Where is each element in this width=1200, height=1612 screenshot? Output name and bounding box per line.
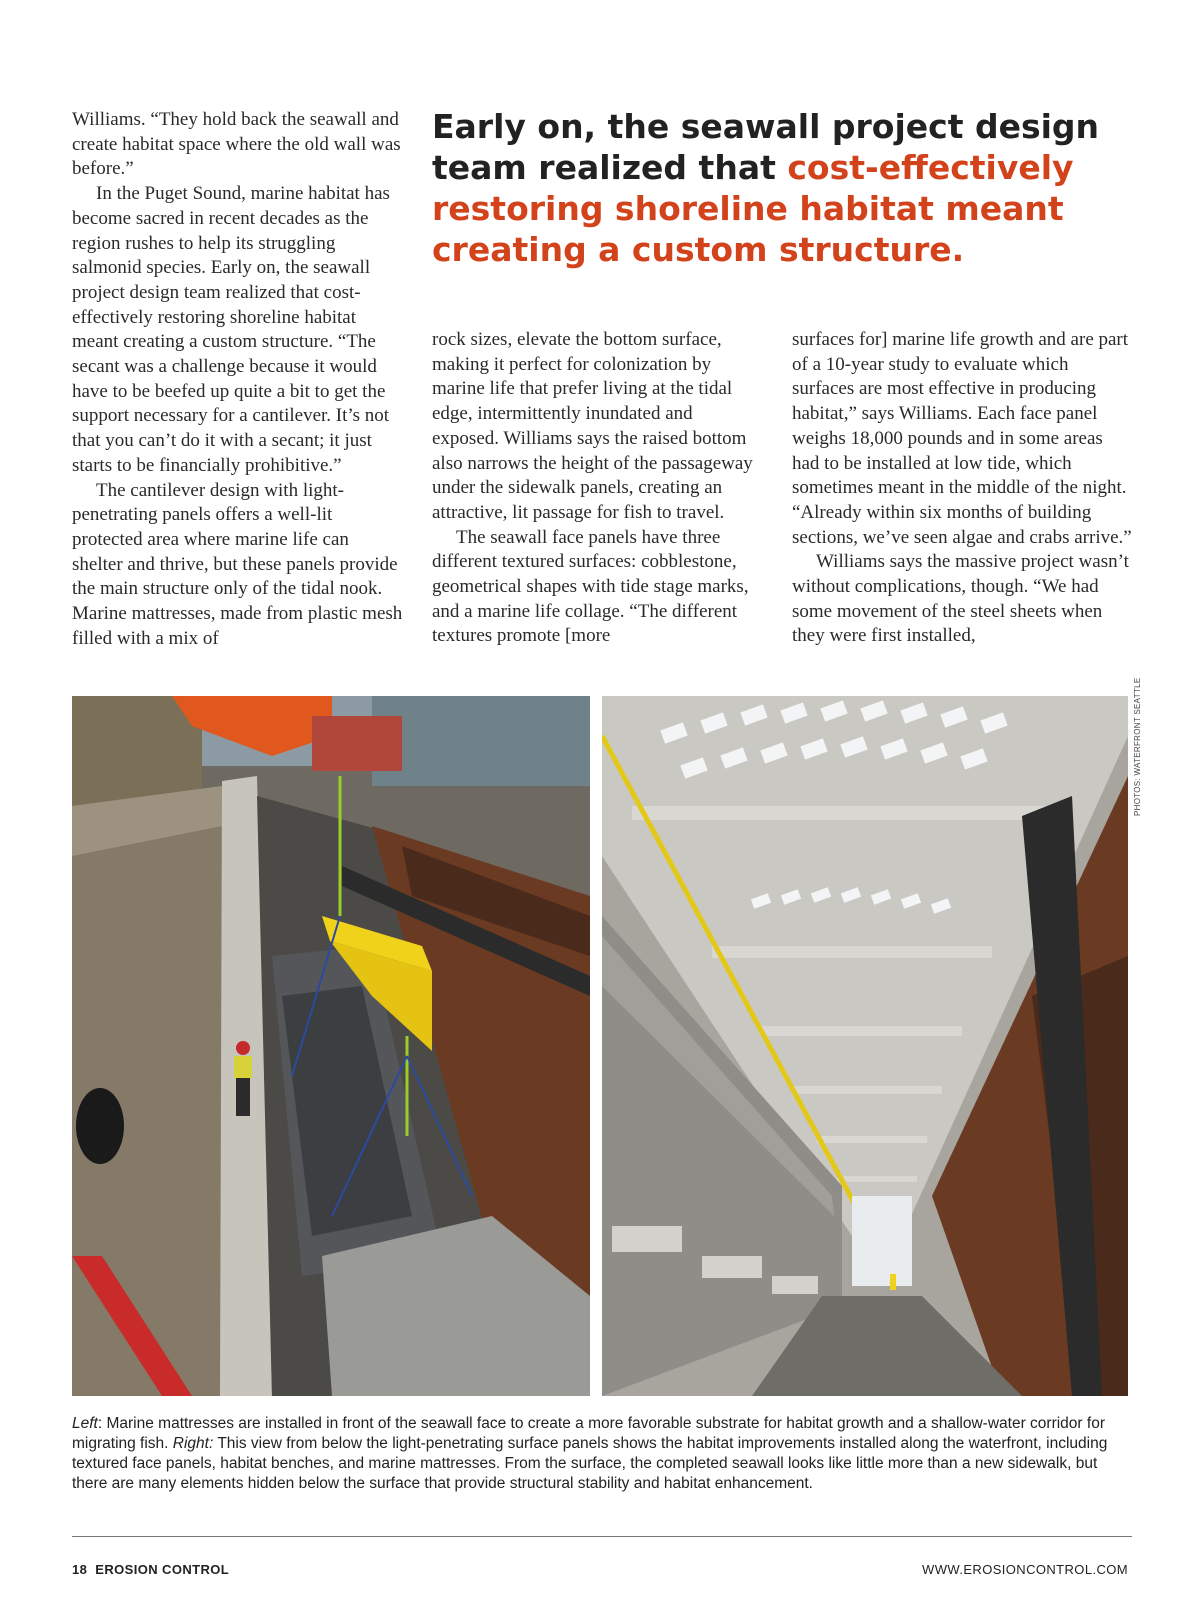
caption-right-label: Right: — [172, 1435, 214, 1452]
article-column-1 — [72, 108, 404, 651]
paragraph: Williams says the massive project wasn’t without complications, though. “We had some movement of the steel sheets when they were first installed, — [792, 551, 1129, 647]
paragraph: In the Puget Sound, marine habitat has become sacred in recent decades as the region rushes to help its struggling salmonid species. Early on, the seawall project design team realized that cost-effectively restoring shoreline habitat meant creating a custom structure. “The secant was a challenge because it would have to be beefed up quite a bit to get the support necessary for a cantilever. It’s not that you can’t do it with a secant; it just starts to be financially prohibitive.” — [72, 183, 390, 476]
paragraph: The seawall face panels have three different textured surfaces: cobblestone, geometrical shapes with tide stage marks, and a marine life collage. “The different textures promote [more — [432, 526, 749, 647]
pull-quote-highlight: cost-effectively restoring shoreline habitat meant creating a custom structure. — [432, 148, 1074, 269]
caption-right-text: This view from below the light-penetrating surface panels shows the habitat improvements installed along the waterfront, including textured face panels, habitat benches, and marine mattresses. From the surface, the completed seawall looks like little more than a new sidewalk, but there are many elements hidden below the surface that provide structural stability and habitat enhancement. — [72, 1435, 1108, 1492]
article-column-3 — [792, 328, 1132, 649]
habitat-corridor-illustration — [602, 696, 1128, 1396]
photo-credit: PHOTOS: WATERFRONT SEATTLE — [1133, 677, 1142, 816]
pull-quote — [432, 106, 1132, 270]
footer-left — [72, 1562, 229, 1577]
footer-url: WWW.EROSIONCONTROL.COM — [922, 1562, 1128, 1577]
photo-marine-mattress-installation — [72, 696, 590, 1396]
page-number: 18 — [72, 1562, 88, 1577]
footer-divider — [72, 1536, 1132, 1537]
paragraph: surfaces for] marine life growth and are part of a 10-year study to evaluate which surfaces are most effective in producing habitat,” says Williams. Each face panel weighs 18,000 pounds and in some areas had to be installed at low tide, which sometimes meant in the middle of the night. “Already within six months of building sections, we’ve seen algae and crabs arrive.” — [792, 329, 1132, 548]
photo-caption — [72, 1414, 1132, 1494]
paragraph: The cantilever design with light-penetrating panels offers a well-lit protected area where marine life can shelter and thrive, but these panels provide the main structure only of the tidal nook. Marine mattresses, made from plastic mesh filled with a mix of — [72, 479, 403, 649]
article-column-2 — [432, 328, 762, 649]
construction-site-illustration — [72, 696, 590, 1396]
paragraph: Williams. “They hold back the seawall and create habitat space where the old wall was before.” — [72, 109, 401, 180]
paragraph: rock sizes, elevate the bottom surface, making it perfect for colonization by marine life that prefer living at the tidal edge, intermittently inundated and exposed. Williams says the raised bottom also narrows the height of the passageway under the sidewalk panels, creating an attractive, lit passage for fish to travel. — [432, 329, 753, 523]
caption-left-text: : Marine mattresses are installed in front of the seawall face to create a more favorable substrate for habitat growth and a shallow-water corridor for migrating fish. — [72, 1415, 1105, 1452]
photo-under-sidewalk-panels — [602, 696, 1128, 1396]
pull-quote-dark: Early on, the seawall project design team realized that — [432, 107, 1100, 187]
magazine-name: EROSION CONTROL — [95, 1562, 230, 1577]
caption-left-label: Left — [72, 1415, 98, 1432]
